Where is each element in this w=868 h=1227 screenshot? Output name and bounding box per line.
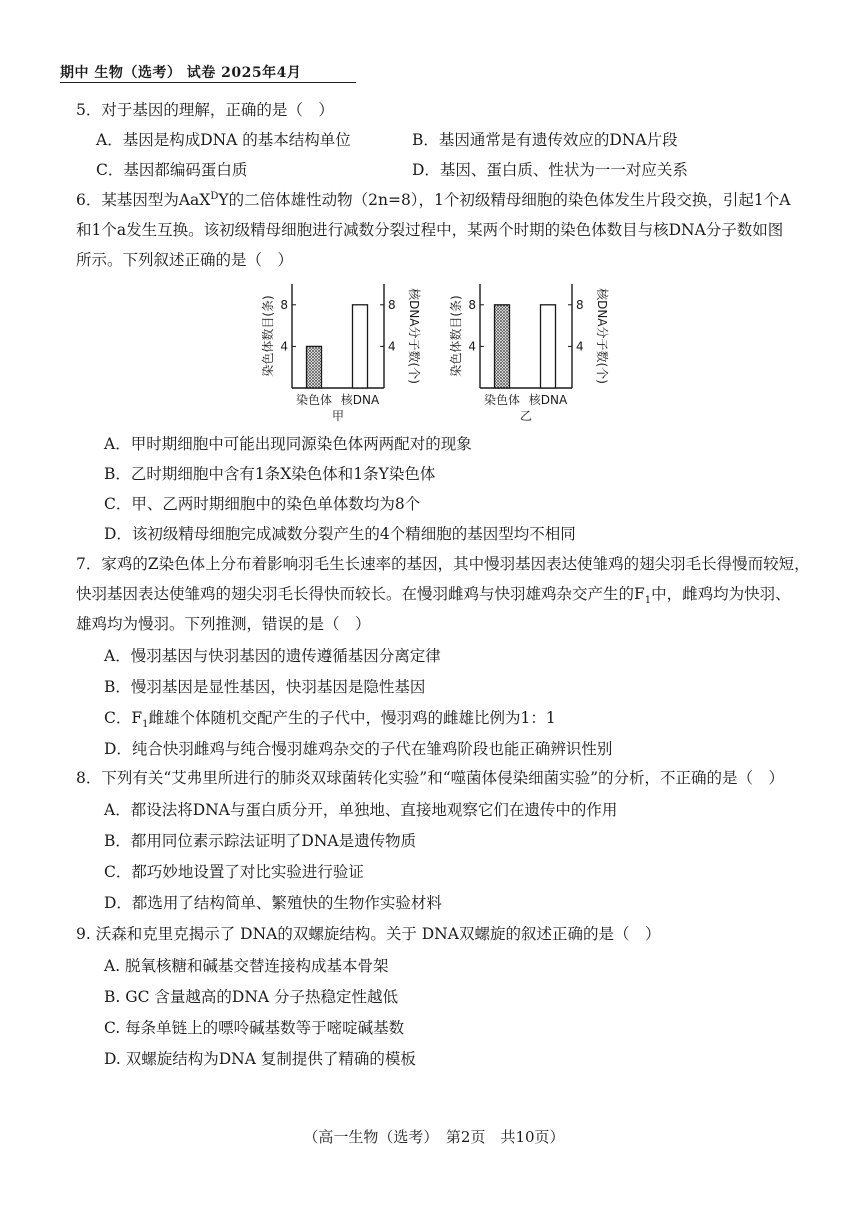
q6-stem-line2: 和1个a发生互换。该初级精母细胞进行减数分裂过程中，某两个时期的染色体数目与核DNA分子数如图: [76, 221, 784, 239]
tick-label-right: 8: [576, 297, 584, 312]
q8-option-d: D．都选用了结构简单、繁殖快的生物作实验材料: [104, 894, 442, 912]
tick-label-left: 8: [468, 297, 476, 312]
q7-option-c: C．$F_1$雌雄个体随机交配产生的子代中，慢羽鸡的雌雄比例为1：1: [104, 709, 556, 731]
chart-jia: [258, 278, 428, 428]
bar-chromosome: [495, 305, 510, 388]
y-axis-label-right: 核DNA分子数(个): [407, 288, 421, 384]
bar-chart-svg: [446, 278, 616, 428]
bar-nuclear-dna: [541, 305, 556, 388]
category-label: 染色体: [295, 393, 333, 407]
bar-chromosome: [307, 346, 322, 388]
q5-option-b: B．基因通常是有遗传效应的DNA片段: [412, 131, 678, 149]
tick-label-right: 4: [576, 339, 584, 354]
q6-option-a: A．甲时期细胞中可能出现同源染色体两两配对的现象: [104, 435, 472, 453]
q6-stem-line1: 6．某基因型为AaX$^D$Y的二倍体雄性动物（2n=8），1个初级精母细胞的染色体发生片段交换，引起1个A: [76, 190, 791, 209]
q6-option-c: C．甲、乙两时期细胞中的染色单体数均为8个: [104, 495, 421, 513]
q8-stem: 8．下列有关“艾弗里所进行的肺炎双球菌转化实验”和“噬菌体侵染细菌实验”的分析，不正确的是（ ）: [76, 769, 785, 787]
q5-stem: 5．对于基因的理解，正确的是（ ）: [76, 101, 334, 119]
chart-yi: [446, 278, 616, 428]
tick-label-right: 8: [388, 297, 396, 312]
q9-stem: 9. 沃森和克里克揭示了 DNA的双螺旋结构。关于 DNA双螺旋的叙述正确的是（ ）: [76, 925, 661, 943]
bar-nuclear-dna: [353, 305, 368, 388]
q7-option-a: A．慢羽基因与快羽基因的遗传遵循基因分离定律: [104, 647, 441, 665]
category-label: 染色体: [483, 393, 521, 407]
q9-option-d: D. 双螺旋结构为DNA 复制提供了精确的模板: [104, 1050, 416, 1068]
q6-option-b: B．乙时期细胞中含有1条X染色体和1条Y染色体: [104, 465, 436, 483]
q5-option-d: D．基因、蛋白质、性状为一一对应关系: [412, 161, 688, 179]
tick-label-left: 8: [280, 297, 288, 312]
q7-stem-line1: 7．家鸡的Z染色体上分布着影响羽毛生长速率的基因，其中慢羽基因表达使雏鸡的翅尖羽毛长得慢而较短，: [76, 555, 810, 573]
q8-option-b: B．都用同位素示踪法证明了DNA是遗传物质: [104, 832, 417, 850]
page-footer: （高一生物（选考） 第2页 共10页）: [303, 1128, 565, 1146]
y-axis-label-right: 核DNA分子数(个): [595, 288, 609, 384]
bar-chart-svg: [258, 278, 428, 428]
y-axis-label-left: 染色体数目(条): [261, 295, 275, 377]
tick-label-left: 4: [468, 339, 476, 354]
chart-title: 甲: [331, 409, 345, 423]
tick-label-right: 4: [388, 339, 396, 354]
q9-option-a: A. 脱氧核糖和碱基交替连接构成基本骨架: [104, 957, 389, 975]
q9-option-c: C. 每条单链上的嘌呤碱基数等于嘧啶碱基数: [104, 1019, 405, 1037]
category-label: 核DNA: [340, 393, 380, 407]
page-header: 期中 生物（选考） 试卷 2025年4月: [60, 65, 302, 81]
q5-option-c: C．基因都编码蛋白质: [96, 161, 248, 179]
q8-option-a: A．都设法将DNA与蛋白质分开，单独地、直接地观察它们在遗传中的作用: [104, 801, 618, 819]
q7-option-d: D．纯合快羽雌鸡与纯合慢羽雄鸡杂交的子代在雏鸡阶段也能正确辨识性别: [104, 740, 613, 758]
q6-option-d: D．该初级精母细胞完成减数分裂产生的4个精细胞的基因型均不相同: [104, 525, 576, 543]
q7-stem-line3: 雄鸡均为慢羽。下列推测，错误的是（ ）: [76, 615, 371, 633]
q7-stem-line2: 快羽基因表达使雏鸡的翅尖羽毛长得快而较长。在慢羽雌鸡与快羽雄鸡杂交产生的$F_1$中，雌鸡均为快羽、: [76, 585, 791, 607]
chart-title: 乙: [519, 409, 533, 423]
q7-option-b: B．慢羽基因是显性基因，快羽基因是隐性基因: [104, 678, 426, 696]
tick-label-left: 4: [280, 339, 288, 354]
header-rule: [60, 82, 356, 83]
q8-option-c: C．都巧妙地设置了对比实验进行验证: [104, 863, 364, 881]
q6-stem-line3: 所示。下列叙述正确的是（ ）: [76, 251, 294, 269]
category-label: 核DNA: [528, 393, 568, 407]
q9-option-b: B. GC 含量越高的DNA 分子热稳定性越低: [104, 988, 399, 1006]
q5-option-a: A．基因是构成DNA 的基本结构单位: [96, 131, 351, 149]
y-axis-label-left: 染色体数目(条): [449, 295, 463, 377]
